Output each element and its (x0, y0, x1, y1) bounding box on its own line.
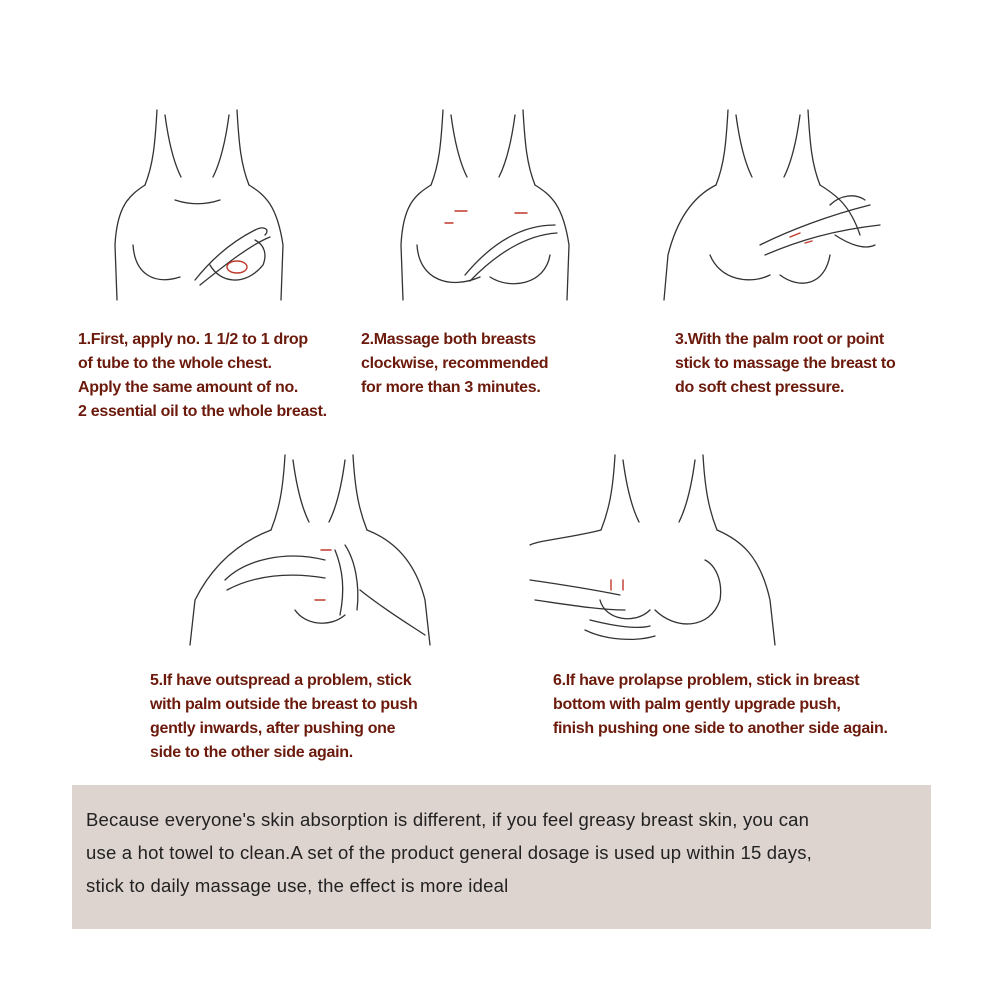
step-1-line: of tube to the whole chest. (78, 355, 272, 372)
step-5-line: side to the other side again. (150, 744, 353, 761)
step-6-instruction (553, 669, 888, 741)
step-2-instruction (361, 328, 548, 400)
step-3-line: stick to massage the breast to (675, 355, 896, 372)
illustration-step-1 (105, 105, 295, 305)
step-5-line: gently inwards, after pushing one (150, 720, 396, 737)
usage-note-line: use a hot towel to clean.A set of the product general dosage is used up within 15 days, (86, 842, 813, 863)
illustration-step-3 (660, 105, 890, 305)
step-6-line: bottom with palm gently upgrade push, (553, 696, 841, 713)
step-3-line: do soft chest pressure. (675, 379, 845, 396)
step-5-instruction (150, 669, 417, 765)
step-5-line: 5.If have outspread a problem, stick (150, 672, 412, 689)
step-2-line: for more than 3 minutes. (361, 379, 541, 396)
usage-note-box (72, 785, 931, 929)
step-6-line: 6.If have prolapse problem, stick in breast (553, 672, 860, 689)
illustration-step-6 (525, 450, 785, 650)
step-5-line: with palm outside the breast to push (150, 696, 418, 713)
step-6-line: finish pushing one side to another side again. (553, 720, 888, 737)
illustration-step-2 (395, 105, 585, 305)
step-1-line: 1.First, apply no. 1 1/2 to 1 drop (78, 331, 308, 348)
usage-note-line: stick to daily massage use, the effect is more ideal (86, 875, 509, 896)
step-1-line: Apply the same amount of no. (78, 379, 299, 396)
illustration-step-5 (185, 450, 435, 650)
step-1-line: 2 essential oil to the whole breast. (78, 403, 327, 420)
step-3-instruction (675, 328, 895, 400)
usage-note-line: Because everyone's skin absorption is different, if you feel greasy breast skin, you can (86, 809, 810, 830)
step-2-line: 2.Massage both breasts (361, 331, 536, 348)
step-3-line: 3.With the palm root or point (675, 331, 884, 348)
step-1-instruction (78, 328, 327, 424)
step-2-line: clockwise, recommended (361, 355, 549, 372)
